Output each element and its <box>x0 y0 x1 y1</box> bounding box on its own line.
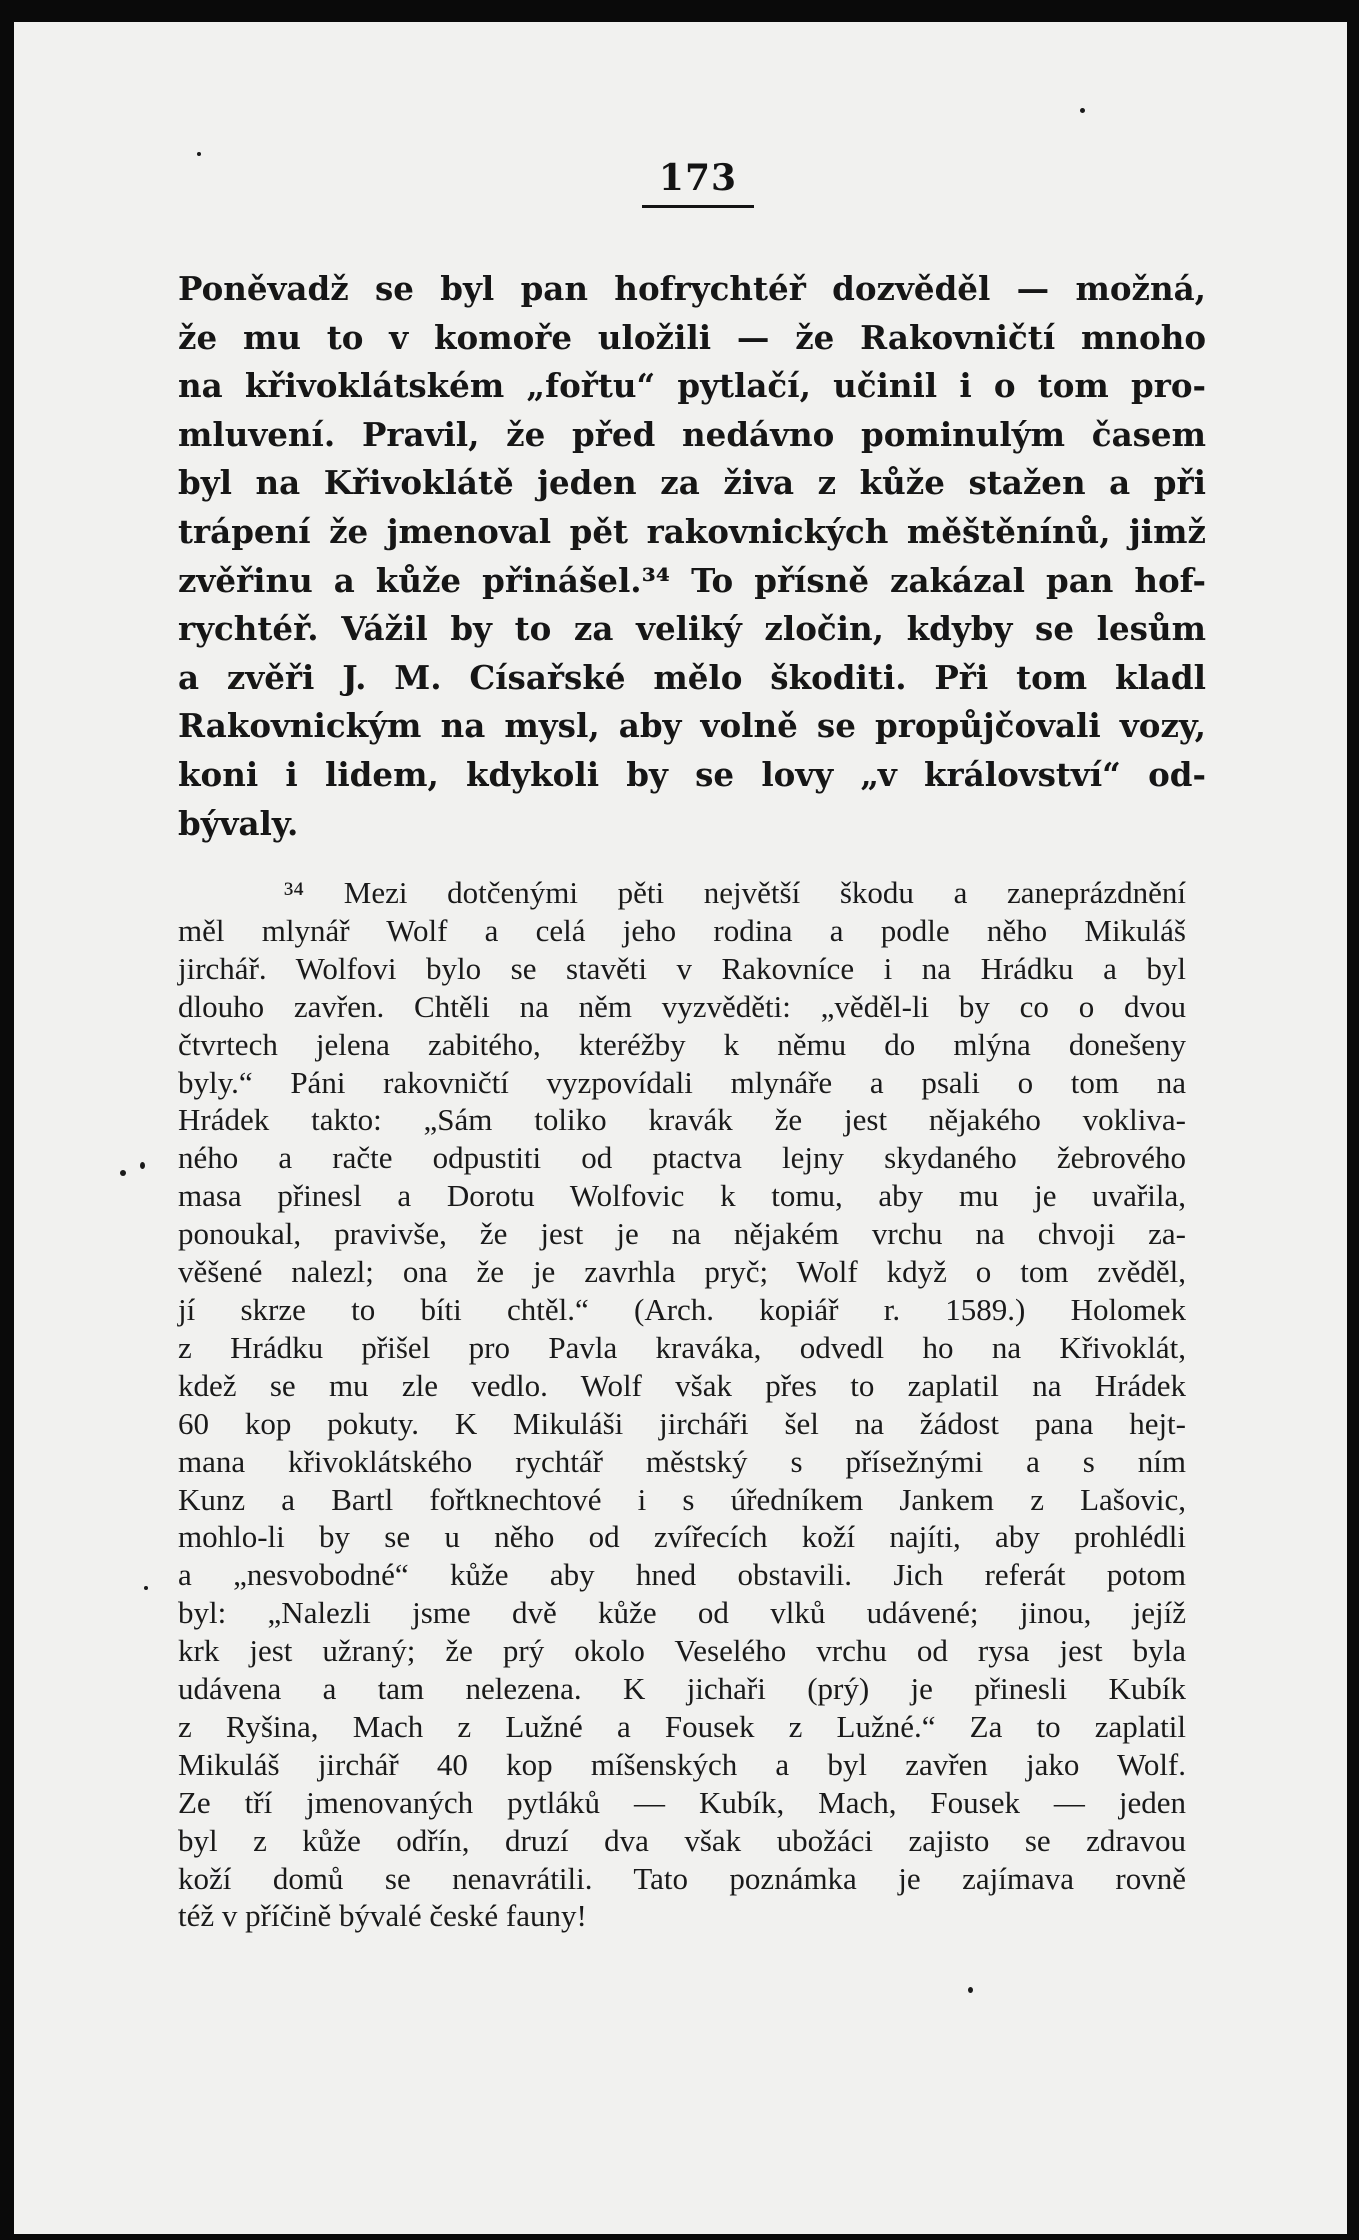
main-line: rychtéř. Vážil by to za veliký zločin, kdyby se lesům <box>178 609 1206 649</box>
main-paragraph <box>178 265 1206 848</box>
main-line: bývaly. <box>178 803 299 843</box>
ink-speck <box>1080 108 1085 113</box>
footnote-line: mana křivoklátského rychtář městský s přísežnými a s ním <box>178 1443 1186 1479</box>
footnote-line: věšené nalezl; ona že je zavrhla pryč; Wolf když o tom zvěděl, <box>178 1254 1186 1290</box>
footnote-line: koží domů se nenavrátili. Tato poznámka je zajímava rovně <box>178 1860 1186 1896</box>
footnote-line: jirchář. Wolfovi bylo se stavěti v Rakovníce i na Hrádku a byl <box>178 950 1186 986</box>
footnote-line: z Ryšina, Mach z Lužné a Fousek z Lužné.“ Za to zaplatil <box>178 1708 1186 1744</box>
main-line: byl na Křivoklátě jeden za živa z kůže stažen a při <box>178 463 1206 503</box>
footnote-line: mohlo-li by se u něho od zvířecích koží najíti, aby prohlédli <box>178 1519 1186 1555</box>
footnote-line: byly.“ Páni rakovničtí vyzpovídali mlynáře a psali o tom na <box>178 1064 1186 1100</box>
main-line: koni i lidem, kdykoli by se lovy „v království“ od- <box>178 754 1206 794</box>
footnote-line: udávena a tam nelezena. K jichaři (prý) je přinesli Kubík <box>178 1671 1186 1707</box>
footnote-line: dlouho zavřen. Chtěli na něm vyzvěděti: „věděl-li by co o dvou <box>178 988 1186 1024</box>
main-line: mluvení. Pravil, že před nedávno pominulým časem <box>178 414 1206 454</box>
footnote-line: kdež se mu zle vedlo. Wolf však přes to zaplatil na Hrádek <box>178 1367 1186 1403</box>
main-line: Rakovnickým na mysl, aby volně se propůjčovali vozy, <box>178 706 1206 746</box>
footnote-line: Ze tří jmenovaných pytláků — Kubík, Mach, Fousek — jeden <box>178 1784 1186 1820</box>
main-line: že mu to v komoře uložili — že Rakovničtí mnoho <box>178 317 1206 357</box>
footnote-line: byl z kůže odřín, druzí dva však ubožáci zajisto se zdravou <box>178 1822 1186 1858</box>
footnote-line: 60 kop pokuty. K Mikuláši jircháři šel na žádost pana hejt- <box>178 1405 1186 1441</box>
footnote-line: též v příčině bývalé české fauny! <box>178 1898 587 1934</box>
footnote-line: z Hrádku přišel pro Pavla kraváka, odvedl ho na Křivoklát, <box>178 1329 1186 1365</box>
footnote-line: čtvrtech jelena zabitého, kteréžby k němu do mlýna donešeny <box>178 1026 1186 1062</box>
footnote-line: byl: „Nalezli jsme dvě kůže od vlků udávené; jinou, jejíž <box>178 1595 1186 1631</box>
page-number: 173 <box>642 157 754 208</box>
footnote-34 <box>178 874 1186 1935</box>
main-line: trápení že jmenoval pět rakovnických měštěnínů, jimž <box>178 511 1206 551</box>
main-line: zvěřinu a kůže přinášel.³⁴ To přísně zakázal pan hof- <box>178 560 1206 600</box>
main-line: a zvěři J. M. Císařské mělo škoditi. Při tom kladl <box>178 657 1206 697</box>
footnote-line: ponoukal, pravivše, že jest je na nějakém vrchu na chvoji za- <box>178 1216 1186 1252</box>
footnote-line: masa přinesl a Dorotu Wolfovic k tomu, aby mu je uvařila, <box>178 1178 1186 1214</box>
footnote-line: ného a račte odpustiti od ptactva lejny skydaného žebrového <box>178 1140 1186 1176</box>
book-page <box>14 22 1347 2234</box>
ink-speck <box>140 1162 145 1169</box>
footnote-line: a „nesvobodné“ kůže aby hned obstavili. Jich referát potom <box>178 1557 1186 1593</box>
ink-speck <box>144 1586 148 1590</box>
ink-speck <box>120 1170 126 1176</box>
footnote-line: Mikuláš jirchář 40 kop míšenských a byl zavřen jako Wolf. <box>178 1746 1186 1782</box>
footnote-line: Kunz a Bartl fořtknechtové i s úředníkem Jankem z Lašovic, <box>178 1481 1186 1517</box>
footnote-line: Hrádek takto: „Sám toliko kravák že jest nějakého vokliva- <box>178 1102 1186 1138</box>
main-line: Poněvadž se byl pan hofrychtéř dozvěděl — možná, <box>178 269 1206 308</box>
footnote-line: jí skrze to bíti chtěl.“ (Arch. kopiář r. 1589.) Holomek <box>178 1291 1186 1327</box>
footnote-line: měl mlynář Wolf a celá jeho rodina a podle něho Mikuláš <box>178 912 1186 948</box>
footnote-line: krk jest užraný; že prý okolo Veselého vrchu od rysa jest byla <box>178 1633 1186 1669</box>
main-line: na křivoklátském „fořtu“ pytlačí, učinil i o tom pro- <box>178 366 1206 406</box>
footnote-line: ³⁴ Mezi dotčenými pěti největší škodu a zaneprázdnění <box>284 875 1186 910</box>
ink-speck <box>197 152 201 156</box>
ink-speck <box>968 1987 973 1993</box>
